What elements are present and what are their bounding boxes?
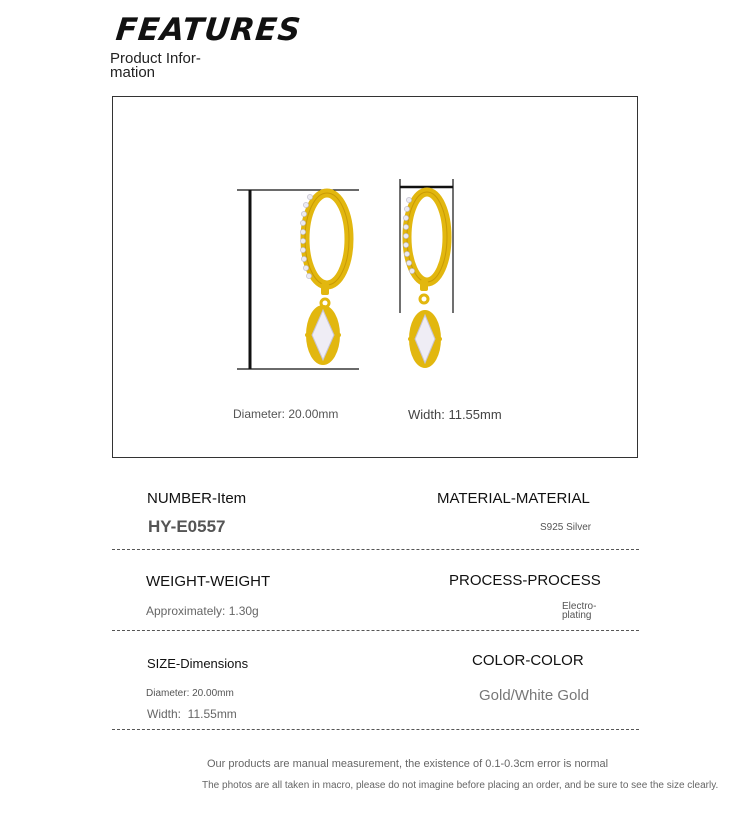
subtitle-line-1: Product Infor-: [110, 50, 201, 67]
width-caption: Width: 11.55mm: [408, 407, 502, 422]
number-value: HY-E0557: [148, 517, 226, 536]
process-value-line-2: plating: [562, 610, 592, 621]
color-label: COLOR-COLOR: [472, 652, 584, 669]
size-width-value: Width: 11.55mm: [147, 707, 237, 721]
features-title: FEATURES: [114, 12, 303, 48]
size-label: SIZE-Dimensions: [147, 656, 249, 671]
weight-label: WEIGHT-WEIGHT: [146, 573, 271, 590]
material-label: MATERIAL-MATERIAL: [437, 490, 590, 507]
right-earring: [403, 192, 447, 368]
divider: [112, 549, 639, 550]
weight-value: Approximately: 1.30g: [146, 604, 259, 618]
measurement-note: Our products are manual measurement, the existence of 0.1-0.3cm error is normal: [207, 758, 609, 770]
number-label: NUMBER-Item: [147, 490, 247, 507]
divider: [112, 729, 639, 730]
subtitle-line-2: mation: [110, 64, 156, 81]
process-value-line-1: Electro-: [562, 601, 597, 612]
size-diameter-value: Diameter: 20.00mm: [146, 688, 234, 699]
material-value: S925 Silver: [540, 522, 592, 533]
process-label: PROCESS-PROCESS: [449, 572, 601, 589]
diameter-caption: Diameter: 20.00mm: [233, 407, 339, 421]
earring-illustration: [113, 97, 637, 457]
macro-photo-note: The photos are all taken in macro, please do not imagine before placing an order, and be sure to see the size clearly.: [202, 780, 719, 791]
color-value: Gold/White Gold: [479, 687, 590, 704]
process-value: [562, 602, 612, 620]
left-earring: [300, 193, 349, 365]
product-image-frame: [112, 96, 638, 458]
divider: [112, 630, 639, 631]
product-information-subtitle: [110, 52, 220, 80]
